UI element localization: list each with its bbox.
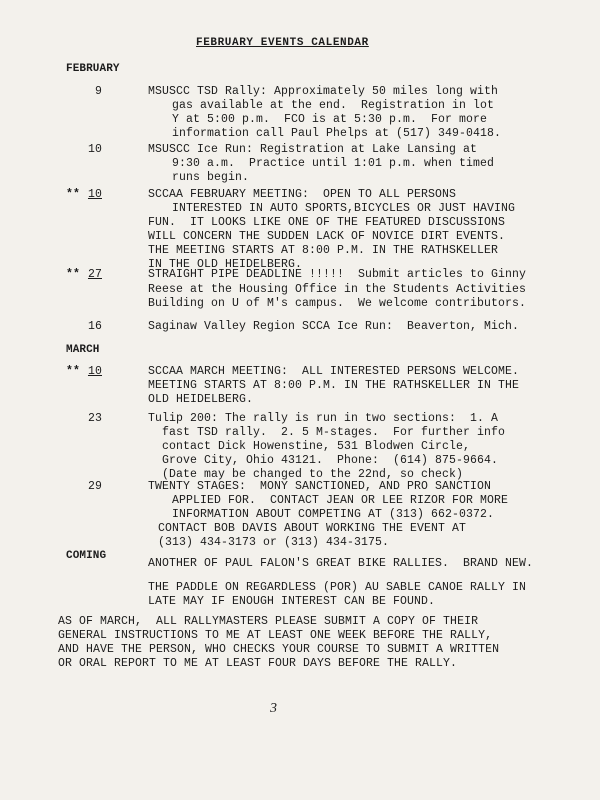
coming-line: ANOTHER OF PAUL FALON'S GREAT BIKE RALLIES. BRAND NEW. [148, 557, 534, 570]
event-line: OLD HEIDELBERG. [148, 393, 254, 406]
event-date: 10 [87, 365, 102, 378]
event-date: 27 [87, 268, 102, 281]
event-line: THE MEETING STARTS AT 8:00 P.M. IN THE RATHSKELLER [148, 244, 499, 257]
event-line: Building on U of M's campus. We welcome contributors. [148, 297, 527, 310]
event-line: INTERESTED IN AUTO SPORTS,BICYCLES OR JUST HAVING [172, 202, 516, 215]
page-number: 3 [270, 701, 278, 716]
page-title: FEBRUARY EVENTS CALENDAR [196, 37, 369, 49]
event-line: SCCAA FEBRUARY MEETING: OPEN TO ALL PERSONS [148, 188, 457, 201]
event-line: information call Paul Phelps at (517) 349-0418. [172, 127, 502, 140]
event-line: Saginaw Valley Region SCCA Ice Run: Beaverton, Mich. [148, 320, 520, 333]
highlight-mark: ** [66, 188, 81, 201]
event-line: STRAIGHT PIPE DEADLINE !!!!! Submit articles to Ginny [148, 268, 527, 281]
event-line: Grove City, Ohio 43121. Phone: (614) 875-9664. [162, 454, 499, 467]
coming-line: THE PADDLE ON REGARDLESS (POR) AU SABLE CANOE RALLY IN [148, 581, 527, 594]
event-line: TWENTY STAGES: MONY SANCTIONED, AND PRO SANCTION [148, 480, 492, 493]
event-date: 23 [87, 412, 102, 425]
event-line: CONTACT BOB DAVIS ABOUT WORKING THE EVENT AT [158, 522, 467, 535]
notice-line: GENERAL INSTRUCTIONS TO ME AT LEAST ONE WEEK BEFORE THE RALLY, [58, 629, 493, 642]
march-heading: MARCH [66, 344, 100, 356]
event-line: gas available at the end. Registration in lot [172, 99, 495, 112]
event-line: SCCAA MARCH MEETING: ALL INTERESTED PERSONS WELCOME. [148, 365, 520, 378]
event-line: contact Dick Howenstine, 531 Blodwen Circle, [162, 440, 471, 453]
coming-line: LATE MAY IF ENOUGH INTEREST CAN BE FOUND. [148, 595, 436, 608]
event-line: 9:30 a.m. Practice until 1:01 p.m. when timed [172, 157, 495, 170]
february-heading: FEBRUARY [66, 63, 120, 75]
event-date: 16 [87, 320, 102, 333]
event-line: APPLIED FOR. CONTACT JEAN OR LEE RIZOR FOR MORE [172, 494, 509, 507]
event-line: runs begin. [172, 171, 250, 184]
event-line: Tulip 200: The rally is run in two sections: 1. A [148, 412, 499, 425]
notice-line: OR ORAL REPORT TO ME AT LEAST FOUR DAYS BEFORE THE RALLY. [58, 657, 458, 670]
event-line: (313) 434-3173 or (313) 434-3175. [158, 536, 390, 549]
event-line: IN THE OLD HEIDELBERG. [148, 258, 303, 271]
highlight-mark: ** [66, 268, 81, 281]
event-date: 10 [87, 143, 102, 156]
event-date: 9 [94, 85, 102, 98]
notice-line: AS OF MARCH, ALL RALLYMASTERS PLEASE SUBMIT A COPY OF THEIR [58, 615, 479, 628]
event-line: (Date may be changed to the 22nd, so check) [162, 468, 464, 481]
event-date: 10 [87, 188, 102, 201]
event-line: MSUSCC TSD Rally: Approximately 50 miles long with [148, 85, 499, 98]
event-line: fast TSD rally. 2. 5 M-stages. For further info [162, 426, 506, 439]
coming-heading: COMING [66, 550, 107, 562]
event-line: Y at 5:00 p.m. FCO is at 5:30 p.m. For more [172, 113, 488, 126]
event-line: MEETING STARTS AT 8:00 P.M. IN THE RATHSKELLER IN THE [148, 379, 520, 392]
highlight-mark: ** [66, 365, 81, 378]
notice-line: AND HAVE THE PERSON, WHO CHECKS YOUR COURSE TO SUBMIT A WRITTEN [58, 643, 500, 656]
event-date: 29 [87, 480, 102, 493]
event-line: Reese at the Housing Office in the Students Activities [148, 283, 527, 296]
event-line: MSUSCC Ice Run: Registration at Lake Lansing at [148, 143, 478, 156]
event-line: WILL CONCERN THE SUDDEN LACK OF NOVICE DIRT EVENTS. [148, 230, 506, 243]
event-line: INFORMATION ABOUT COMPETING AT (313) 662-0372. [172, 508, 495, 521]
event-line: FUN. IT LOOKS LIKE ONE OF THE FEATURED DISCUSSIONS [148, 216, 506, 229]
